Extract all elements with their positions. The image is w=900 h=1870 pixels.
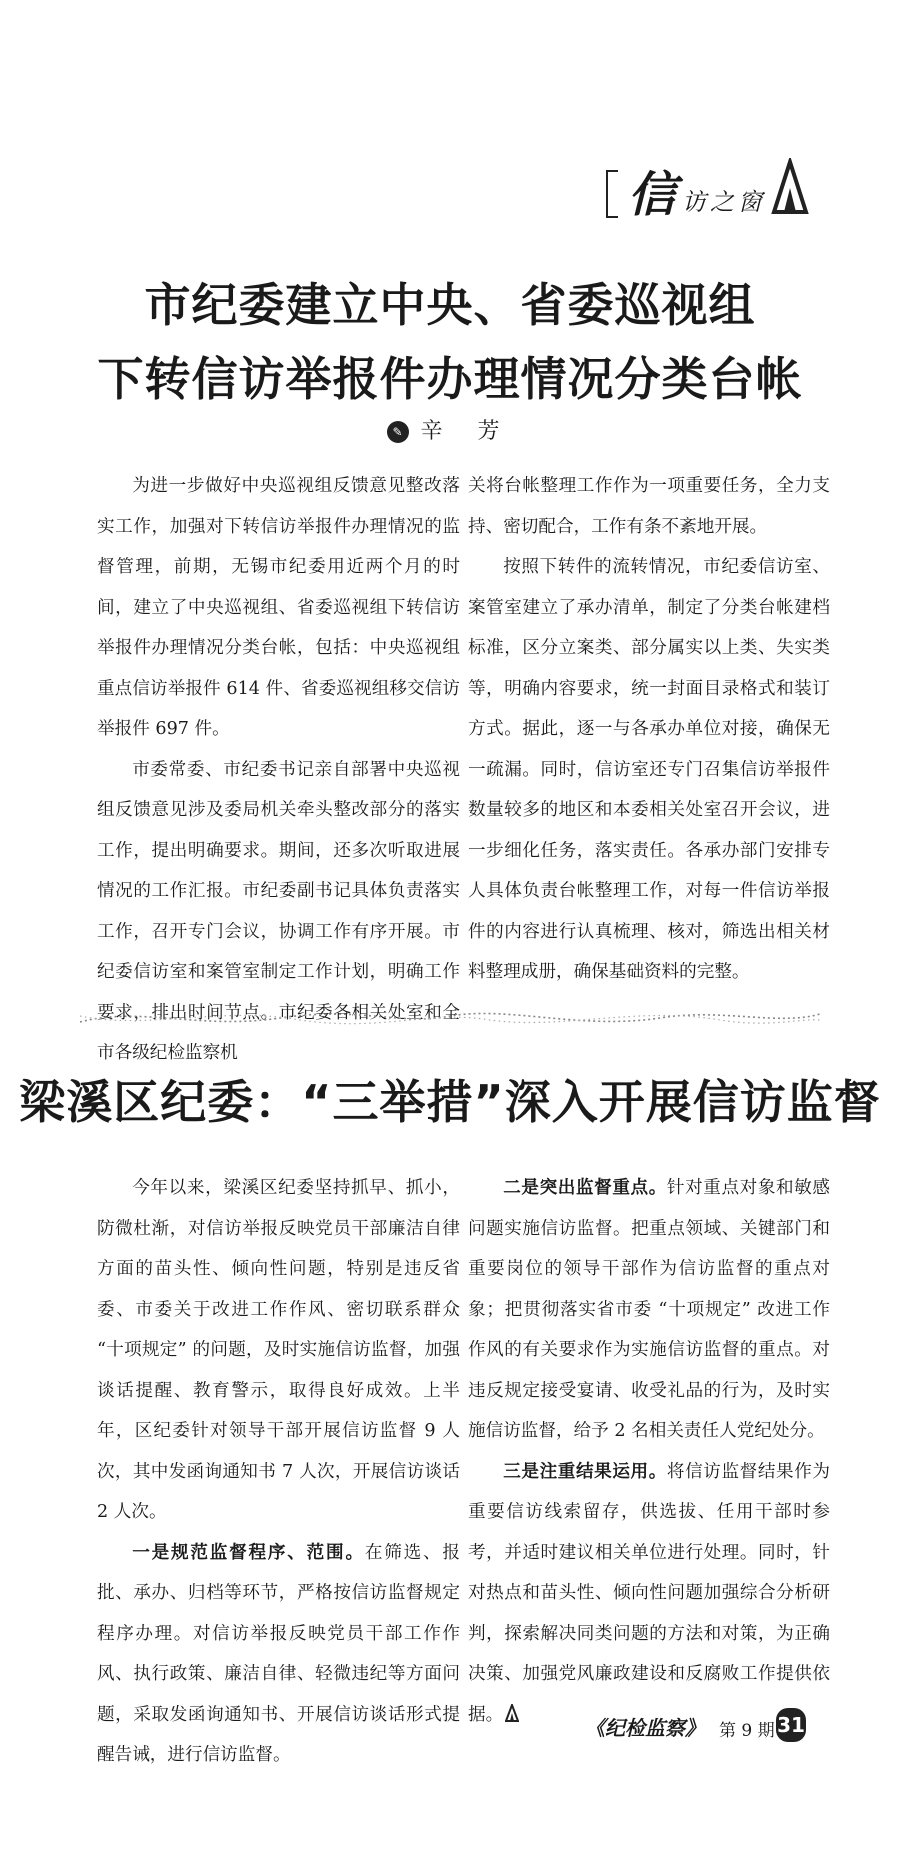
article1-column-left [97,466,460,1074]
article2-paragraph [468,1168,830,1452]
article2-column-left [97,1168,460,1776]
article2-point-lead: 一是规范监督程序、范围。 [132,1541,365,1563]
section-bracket [606,170,618,218]
article1-paragraph: 按照下转件的流转情况，市纪委信访室、案管室建立了承办清单，制定了分类台帐建档标准，区分立案类、部分属实以上类、失实类等，明确内容要求，统一封面目录格式和装订方式。据此，逐一与各承办单位对接，确保无一疏漏。同时，信访室还专门召集信访举报件数量较多的地区和本委相关处室召开会议，进一步细化任务，落实责任。各承办部门安排专人具体负责台帐整理工作，对每一件信访举报件的内容进行认真梳理、核对，筛选出相关材料整理成册，确保基础资料的完整。 [468,557,830,982]
page-number: 31 [776,1708,806,1742]
wavy-divider [80,996,820,1036]
article1-paragraph: 为进一步做好中央巡视组反馈意见整改落实工作，加强对下转信访举报件办理情况的监督管理，前期，无锡市纪委用近两个月的时间，建立了中央巡视组、省委巡视组下转信访举报件办理情况分类台帐，包括：中央巡视组重点信访举报件 614 件、省委巡视组移交信访举报件 697 件。 [97,476,460,739]
article2-point-lead: 二是突出监督重点。 [503,1177,667,1198]
article2-paragraph [468,1452,830,1736]
article2-paragraph [97,1533,460,1776]
pen-logo-icon [770,158,810,214]
article2-point-body: 将信访监督结果作为重要信访线索留存，供选拔、任用干部时参考，并适时建议相关单位进行处理。同时，针对热点和苗头性、倾向性问题加强综合分析研判，探索解决同类问题的方法和对策，为正确决策、加强党风廉政建设和反腐败工作提供依据。 [468,1461,830,1725]
article1-byline [0,414,900,445]
magazine-name: 《纪检监察》 [585,1716,705,1740]
section-title-big: 信 [628,167,677,223]
article1-title-line1: 市纪委建立中央、省委巡视组 [144,278,756,332]
article2-point-lead: 三是注重结果运用。 [503,1460,667,1482]
section-title-small: 访之窗 [682,188,766,216]
section-header [606,150,796,223]
article2-point-body: 针对重点对象和敏感问题实施信访监督。把重点领域、关键部门和重要岗位的领导干部作为信访监督的重点对象；把贯彻落实省市委 “十项规定” 改进工作作风的有关要求作为实施信访监督的重点。对违反规定接受宴请、收受礼品的行为，及时实施信访监督，给予 2 名相关责任人党纪处分。 [468,1178,830,1441]
article1-title-line2: 下转信访举报件办理情况分类台帐 [97,352,803,406]
article1-title [0,268,900,416]
article1-paragraph: 市委常委、市纪委书记亲自部署中央巡视组反馈意见涉及委局机关牵头整改部分的落实工作，提出明确要求。期间，还多次听取进展情况的工作汇报。市纪委副书记具体负责落实工作，召开专门会议，协调工作有序开展。市纪委信访室和案管室制定工作计划，明确工作要求，排出时间节点。市纪委各相关处室和全市各级纪检监察机 [97,759,460,1063]
article2-point-body: 在筛选、报批、承办、归档等环节，严格按信访监督规定程序办理。对信访举报反映党员干部工作作风、执行政策、廉洁自律、轻微违纪等方面问题，采取发函询通知书、开展信访谈话形式提醒告诫，进行信访监督。 [97,1542,460,1765]
end-mark-icon [505,1704,519,1722]
article2-title: 梁溪区纪委：“三举措”深入开展信访监督 [19,1075,881,1129]
article1-paragraph-continued: 关将台帐整理工作作为一项重要任务，全力支持、密切配合，工作有条不紊地开展。 [468,476,830,537]
article1-column-right [468,466,830,993]
article2-column-right [468,1168,830,1735]
author-icon: ✎ [387,421,409,443]
issue-number: 第 9 期 [719,1721,775,1741]
article1-author: 辛 芳 [420,419,514,444]
article2-paragraph: 今年以来，梁溪区纪委坚持抓早、抓小，防微杜渐，对信访举报反映党员干部廉洁自律方面的苗头性、倾向性问题，特别是违反省委、市委关于改进工作作风、密切联系群众 “十项规定” 的问题，及时实施信访监督，加强谈话提醒、教育警示，取得良好成效。上半年，区纪委针对领导干部开展信访监督 9 人次，其中发函询通知书 7 人次，开展信访谈话 2 人次。 [97,1178,460,1522]
page-footer [585,1706,805,1746]
